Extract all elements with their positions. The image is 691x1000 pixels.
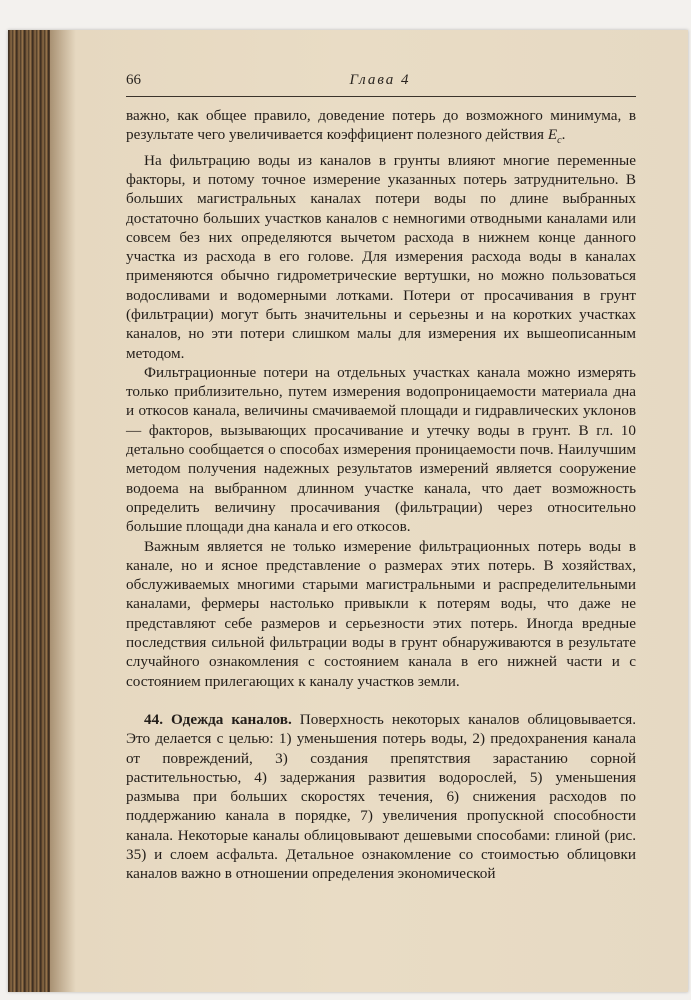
body-text xyxy=(126,106,636,884)
paragraph-2: На фильтрацию воды из каналов в грунты влияют многие переменные факторы, и потому точное измерение указанных потерь затруднительно. В больших магистральных каналах потери воды по длине выбранных достаточно больших участков каналов с немногими отводными каналами или совсем без них определяются вычетом расхода в нижнем конце данного участка из расхода в его голове. Для измерения расхода воды в каналах применяются обычно гидрометрические вертушки, но можно пользоваться водосливами и водомерными лотками. Потери от просачивания в грунт (фильтрации) могут быть значительны и серьезны и на коротких участках каналов, но эти потери слишком малы для измерения их вышеописанным методом. xyxy=(126,151,636,362)
header-rule xyxy=(126,96,636,97)
paragraph-5-text: Поверхность некоторых каналов облицовывается. Это делается с целью: 1) уменьшения потерь воды, 2) предохранения канала от повреждений, 3) создания препятствия зарастанию сорной растительностью, 4) задержания развития водорослей, 5) уменьшения размыва при больших скоростях течения, 6) снижения расходов по поддержанию канала в порядке, 7) увеличения пропускной способности канала. Некоторые каналы облицовывают дешевыми способами: глиной (рис. 35) и слоем асфальта. Детальное ознакомление со стоимостью облицовки каналов важно в отношении определения экономической xyxy=(126,710,636,883)
book-spine xyxy=(8,30,50,992)
section-title: 44. Одежда каналов. xyxy=(144,710,292,728)
spine-shadow xyxy=(50,30,76,992)
efficiency-symbol: $E_c$ xyxy=(547,126,562,147)
page-header xyxy=(126,72,634,92)
page-number: 66 xyxy=(126,72,141,88)
paragraph-5 xyxy=(126,710,636,884)
paragraph-1: важно, как общее правило, доведение потерь до возможного минимума, в результате чего увеличивается коэффициент полезного действия $E_c$. xyxy=(126,107,636,147)
chapter-running-head: Глава 4 xyxy=(349,72,411,88)
paragraph-3: Фильтрационные потери на отдельных участках канала можно измерять только приблизительно, путем измерения водопроницаемости материала дна и откосов канала, величины смачиваемой площади и гидравлических уклонов — факторов, вызывающих просачивание и утечку воды в грунт. В гл. 10 детально сообщается о способах измерения проницаемости почв. Наилучшим методом получения надежных результатов измерений является сооружение водоема на выбранном длинном участке канала, что дает возможность определить величину просачивания (фильтрации) через относительно большие площади дна канала и его откосов. xyxy=(126,363,636,536)
paragraph-4: Важным является не только измерение фильтрационных потерь воды в канале, но и ясное представление о размерах этих потерь. В хозяйствах, обслуживаемых многими старыми магистральными и распределительными каналами, фермеры настолько привыкли к потерям воды, что даже не представляют себе размеров и серьезности этих потерь. Иногда вредные последствия сильной фильтрации воды в грунт обнаруживаются в результате случайного ознакомления с состоянием канала в его нижней части и с состоянием прилегающих к каналу участков земли. xyxy=(126,537,636,690)
paragraph-1-text: важно, как общее правило, доведение потерь до возможного минимума, в результате чего увеличивается коэффициент полезного действия xyxy=(126,107,636,144)
